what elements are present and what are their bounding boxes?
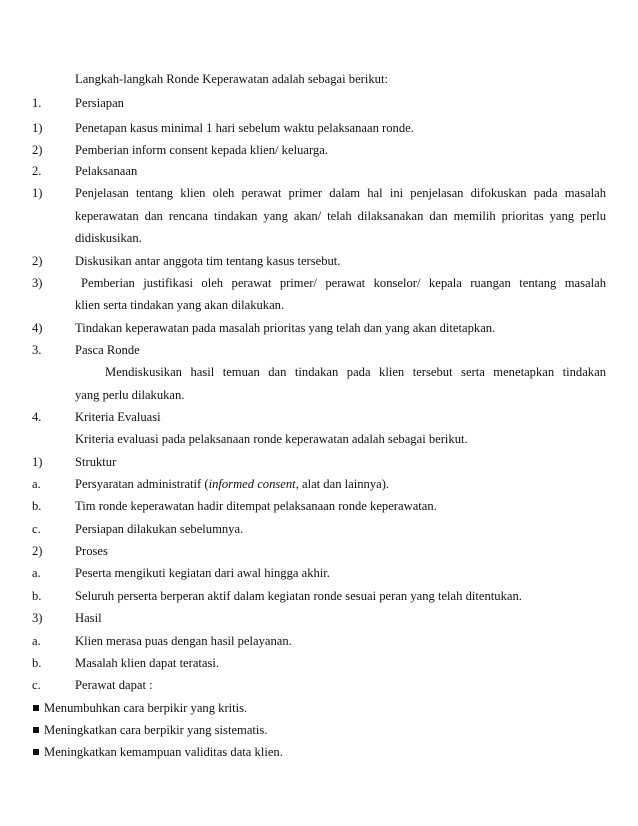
section-4-intro: Kriteria evaluasi pada pelaksanaan ronde keperawatan adalah sebagai berikut. — [75, 432, 468, 446]
proses-b-number: b. — [32, 589, 42, 603]
hasil-number: 3) — [32, 611, 43, 625]
hasil-a-number: a. — [32, 634, 41, 648]
s1-item-2-text: Pemberian inform consent kepada klien/ keluarga. — [75, 143, 328, 157]
hasil-b-text: Masalah klien dapat teratasi. — [75, 656, 220, 670]
proses-a-number: a. — [32, 566, 41, 580]
struktur-number: 1) — [32, 455, 43, 469]
section-3-number: 3. — [32, 343, 42, 357]
hasil-title: Hasil — [75, 611, 102, 625]
proses-b-text: Seluruh perserta berperan aktif dalam kegiatan ronde sesuai peran yang telah ditentukan. — [75, 589, 522, 603]
square-bullet-icon — [33, 705, 39, 711]
section-3-line-2: yang perlu dilakukan. — [75, 388, 185, 402]
s1-item-2-number: 2) — [32, 143, 43, 157]
section-4-number: 4. — [32, 410, 42, 424]
struktur-a-pre: Persyaratan administratif ( — [75, 477, 209, 491]
section-1-title: Persiapan — [75, 96, 124, 110]
hasil-a-text: Klien merasa puas dengan hasil pelayanan. — [75, 634, 292, 648]
section-1-number: 1. — [32, 96, 42, 110]
s2-item-2-number: 2) — [32, 254, 43, 268]
bullet-item — [33, 744, 283, 760]
struktur-b-number: b. — [32, 499, 42, 513]
square-bullet-icon — [33, 727, 39, 733]
section-2-number: 2. — [32, 164, 42, 178]
s2-item-1-line-2: keperawatan dan rencana tindakan yang akan/ telah dilaksanakan dan memilih prioritas yang perlu — [75, 209, 606, 223]
section-2-title: Pelaksanaan — [75, 164, 138, 178]
struktur-c-text: Persiapan dilakukan sebelumnya. — [75, 522, 244, 536]
s1-item-1-text: Penetapan kasus minimal 1 hari sebelum waktu pelaksanaan ronde. — [75, 121, 414, 135]
s2-item-3-line-2: klien serta tindakan yang akan dilakukan. — [75, 298, 285, 312]
bullet-text: Meningkatkan cara berpikir yang sistematis. — [44, 723, 268, 737]
hasil-c-text: Perawat dapat : — [75, 678, 153, 692]
struktur-c-number: c. — [32, 522, 41, 536]
struktur-b-text: Tim ronde keperawatan hadir ditempat pelaksanaan ronde keperawatan. — [75, 499, 437, 513]
s2-item-4-number: 4) — [32, 321, 43, 335]
s2-item-3-number: 3) — [32, 276, 43, 290]
struktur-a-italic: informed consent — [208, 477, 296, 491]
square-bullet-icon — [33, 749, 39, 755]
s2-item-2-text: Diskusikan antar anggota tim tentang kasus tersebut. — [75, 254, 341, 268]
bullet-text: Meningkatkan kemampuan validitas data klien. — [44, 745, 283, 759]
s2-item-4-text: Tindakan keperawatan pada masalah prioritas yang telah dan yang akan ditetapkan. — [75, 321, 496, 335]
s2-item-1-number: 1) — [32, 186, 43, 200]
proses-title: Proses — [75, 544, 108, 558]
section-3-line-1: Mendiskusikan hasil temuan dan tindakan pada klien tersebut serta menetapkan tindakan — [105, 365, 606, 379]
s2-item-3-line-1: Pemberian justifikasi oleh perawat primer/ perawat konselor/ kepala ruangan tentang masalah — [81, 276, 606, 290]
proses-number: 2) — [32, 544, 43, 558]
hasil-c-number: c. — [32, 678, 41, 692]
s1-item-1-number: 1) — [32, 121, 43, 135]
s2-item-1-line-3: didiskusikan. — [75, 231, 142, 245]
struktur-a-post: , alat dan lainnya). — [295, 477, 390, 491]
hasil-b-number: b. — [32, 656, 42, 670]
section-4-title: Kriteria Evaluasi — [75, 410, 161, 424]
proses-a-text: Peserta mengikuti kegiatan dari awal hingga akhir. — [75, 566, 330, 580]
bullet-text: Menumbuhkan cara berpikir yang kritis. — [44, 701, 248, 715]
struktur-title: Struktur — [75, 455, 117, 469]
struktur-a-number: a. — [32, 477, 41, 491]
intro-text: Langkah-langkah Ronde Keperawatan adalah sebagai berikut: — [75, 72, 388, 86]
bullet-item — [33, 700, 247, 716]
struktur-a-text — [75, 476, 389, 492]
s2-item-1-line-1: Penjelasan tentang klien oleh perawat primer dalam hal ini penjelasan difokuskan pada masalah — [75, 186, 606, 200]
section-3-title: Pasca Ronde — [75, 343, 140, 357]
bullet-item — [33, 722, 267, 738]
